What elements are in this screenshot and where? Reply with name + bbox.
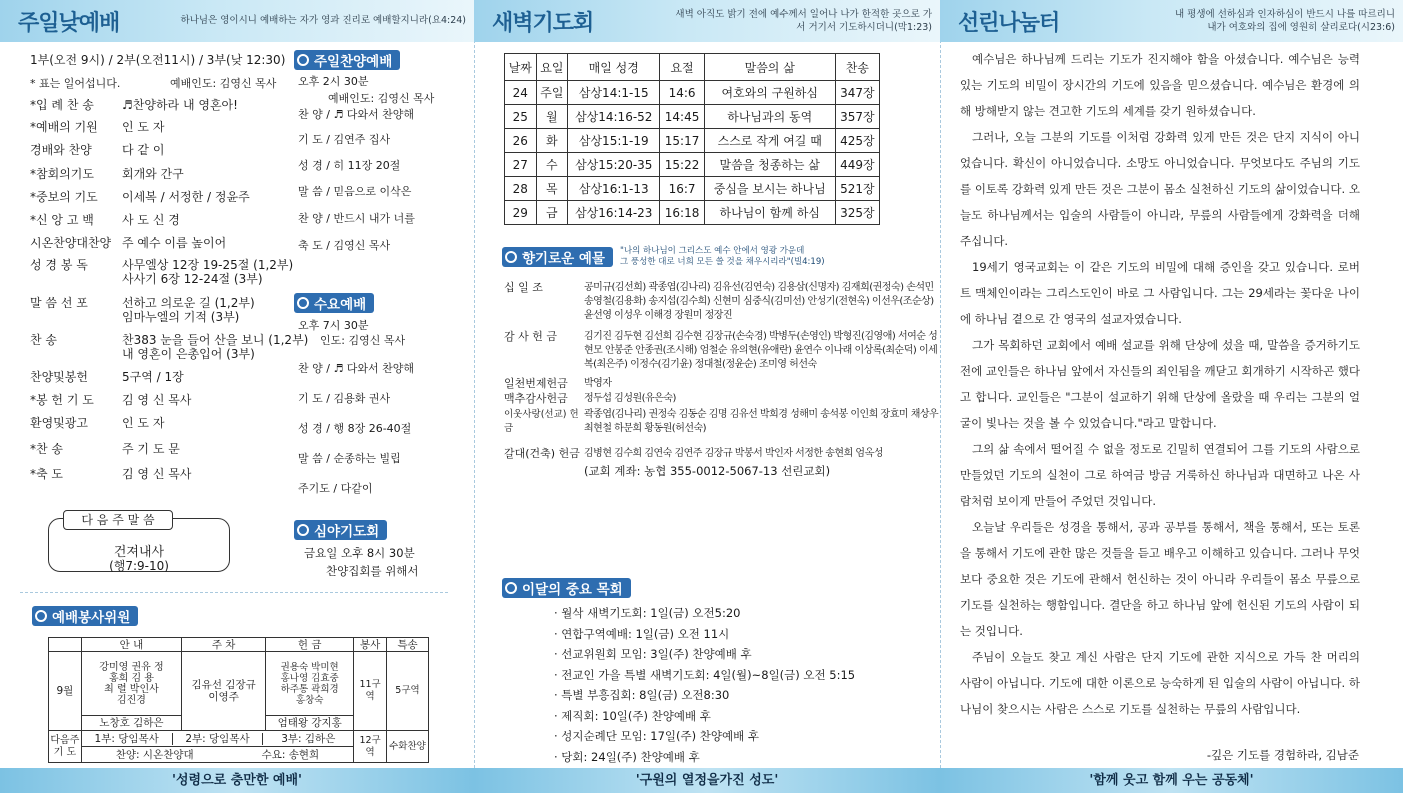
event-item: · 특별 부흥집회: 8일(금) 오전8:30 — [554, 688, 730, 702]
dawn-prayer-panel — [474, 0, 940, 793]
table-cell: 수 — [536, 153, 568, 177]
offering-category: 이웃사랑(선교) 헌금 — [504, 409, 579, 434]
table-cell: 여호와의 구원하심 — [704, 81, 835, 105]
table-cell: 목 — [536, 177, 568, 201]
section-divider — [20, 592, 448, 593]
praise-leader: 예배인도: 김영신 목사 — [328, 92, 435, 105]
worship-order-row — [30, 190, 250, 204]
order-value: 선하고 의로운 길 (1,2부) 임마누엘의 기적 (3부) — [122, 296, 255, 324]
header-verse: 하나님은 영이시니 예배하는 자가 영과 진리로 예배할지니라(요4:24) — [180, 15, 466, 26]
circle-icon — [505, 582, 517, 594]
table-cell: 25 — [505, 105, 537, 129]
wednesday-leader: 인도: 김영신 목사 — [320, 334, 406, 347]
worship-order-row — [30, 416, 164, 430]
praise-item: 말 씀 / 믿음으로 이삭은 — [298, 185, 412, 198]
offering-category: 십 일 조 — [504, 281, 543, 294]
event-item: · 성지순례단 모임: 17일(주) 찬양예배 후 — [554, 729, 759, 743]
volunteers-badge: 예배봉사위원 — [32, 606, 138, 626]
table-cell: 월 — [536, 105, 568, 129]
panel-footer: '함께 웃고 함께 우는 공동체' — [940, 768, 1403, 793]
essay-paragraph: 그러나, 오늘 그분의 기도를 이처럼 강화력 있게 만든 것은 단지 지식이 아니었습니다. 확신이 아니었습니다. 소망도 아니었습니다. 무엇보다도 주님의 기도를 이토록 강화력 있게 만든 것은 그분이 몸소 실천하신 기도의 삶이었습니다. 오늘도 하나님께서는 입술의 사람들이 아니라, 무릎의 사람들에게 강화력을 더해 주십니다. — [960, 130, 1360, 248]
order-value: 이세복 / 서정한 / 정윤주 — [122, 190, 250, 204]
table-cell: 14:6 — [660, 81, 704, 105]
offering-row — [504, 408, 940, 436]
table-cell: 삼상15:1-19 — [568, 129, 660, 153]
worship-order-row — [30, 77, 276, 91]
order-value: 김 영 신 목사 — [122, 467, 192, 481]
panel-title: 주일낮예배 — [18, 11, 120, 36]
order-value: 주 예수 이름 높이어 — [122, 236, 227, 250]
worship-order-row — [30, 120, 164, 134]
offering-category: 일천번제헌금 — [504, 377, 568, 390]
order-key: *찬 송 — [30, 442, 63, 456]
order-key: *축 도 — [30, 467, 63, 481]
essay-paragraph: 주님이 오늘도 찾고 계신 사람은 단지 기도에 관한 지식으로 가득 찬 머리의 사람이 아닙니다. 기도에 대한 이론으로 능숙하게 된 입술의 사람이 아닙니다. 하나님이 찾으시는 사람은 스스로 기도를 실천하는 무릎의 사람입니다. — [960, 650, 1360, 716]
order-value: 사무엘상 12장 19-25절 (1,2부) 사사기 6장 12-24절 (3부) — [122, 258, 294, 286]
table-cell: 삼상14:1-15 — [568, 81, 660, 105]
circle-icon — [35, 610, 47, 622]
order-value: ♬찬양하라 내 영혼아! — [122, 98, 238, 112]
offering-row — [504, 392, 676, 406]
next-week-title: 건져내사 — [113, 545, 165, 560]
praise-item: 성 경 / 히 11장 20절 — [298, 159, 401, 172]
wednesday-item: 찬 양 / ♬ 다와서 찬양해 — [298, 362, 415, 375]
panel-title: 선린나눔터 — [958, 11, 1060, 36]
offering-row — [504, 447, 883, 461]
order-key: * 표는 일어섭니다. — [30, 77, 121, 90]
table-cell: 357장 — [835, 105, 879, 129]
volunteers-table: 안 내 주 차 헌 금 봉사 특송 9월 강미영 권유 정 홍희 김 용 최 렬 박인사 김진경 김유선 김장규 이영주 권용숙 박미현 홍나영 김효중 하주통 곽희경 홍창숙 11구역 5구역 노창호 김하은 엄태왕 강지홍 다음주 기 도 1부: 당임목사 2부: 당임목사 3부: 김하은 12구역 수화찬양 찬양: 시온찬양대 수요: 송현희 — [48, 637, 429, 763]
panel-footer: '구원의 열정을가진 성도' — [474, 768, 940, 793]
table-header: 날짜 — [505, 54, 537, 81]
worship-order-row — [30, 393, 191, 407]
table-row — [505, 153, 880, 177]
offering-names: 공미규(김선희) 곽종엽(김나리) 김유선(김연숙) 김용삼(신명자) 김재희(권정숙) 손석민 송영철(김용화) 송지섭(김수희) 신현미 심중식(김미선) 안성기(전현옥) 이선우(조순상) 윤선영 이성우 이해경 장원미 정장진 — [584, 282, 934, 321]
event-item: · 제직회: 10일(주) 찬양예배 후 — [554, 708, 711, 723]
essay-paragraph: 그가 목회하던 교회에서 예배 설교를 위해 단상에 섰을 때, 말씀을 증거하기도 전에 교인들은 하나님 앞에서 자신들의 죄인됨을 깨닫고 회개하기 시작하곤 했다고 합니다. 교인들은 "그분이 설교하기 위해 단상에 올랐을 때 우리는 그분의 얼굴이 빛나는 것을 볼 수 있었습니다."라고 말합니다. — [960, 338, 1361, 430]
header-verse: 새벽 아직도 밝기 전에 예수께서 일어나 나가 한적한 곳으로 가서 거기서 기도하시더니(막1:23) — [675, 9, 932, 33]
table-cell: 화 — [536, 129, 568, 153]
worship-order-row — [30, 167, 184, 181]
circle-icon — [297, 54, 309, 66]
offering-names: 정두섭 김성원(유은숙) — [584, 393, 676, 404]
praise-item: 찬 양 / ♬ 다와서 찬양해 — [298, 108, 415, 121]
night-desc: 찬양집회를 위해서 — [326, 564, 419, 578]
offering-row — [504, 330, 940, 372]
wednesday-item: 말 씀 / 순종하는 빌립 — [298, 452, 401, 465]
header-verse: 내 평생에 선하심과 인자하심이 반드시 나를 따르리니 내가 여호와의 집에 영원히 살리로다(시23:6) — [1174, 9, 1395, 33]
circle-icon — [505, 251, 517, 263]
table-cell: 15:22 — [660, 153, 704, 177]
table-cell: 425장 — [835, 129, 879, 153]
offering-verse: "나의 하나님이 그리스도 예수 안에서 영광 가운데 그 풍성한 대로 너희 모든 쓸 것을 채우시리라"(빌4:19) — [620, 246, 825, 267]
offering-names: 김기진 김두현 김선희 김수현 김장규(손숙경) 박병두(손영인) 박형진(김영애) 서여순 성현모 안봉준 안종권(조시해) 엄철순 유의현(유애란) 윤연수 이나래 이상록(최순덕) 이세복(최은주) 이정수(김기윤) 정대철(정윤순) 조미영 허선숙 — [584, 331, 938, 370]
essay-source: -깊은 기도를 경험하라, 김남준 — [1206, 748, 1359, 762]
table-header: 찬송 — [835, 54, 879, 81]
next-week-ref: (행7:9-10) — [109, 559, 169, 573]
order-key: 경배와 찬양 — [30, 143, 92, 157]
order-key: *중보의 기도 — [30, 190, 98, 204]
table-row — [505, 201, 880, 225]
order-value: 사 도 신 경 — [122, 213, 180, 227]
table-cell: 28 — [505, 177, 537, 201]
table-cell: 말씀을 청종하는 삶 — [704, 153, 835, 177]
panel-title: 새벽기도회 — [492, 11, 594, 36]
order-value: 5구역 / 1장 — [122, 370, 184, 384]
next-week-label: 다 음 주 말 씀 — [63, 510, 173, 530]
church-account: (교회 계좌: 농협 355-0012-5067-13 선린교회) — [584, 464, 831, 478]
order-key: 말 씀 선 포 — [30, 296, 88, 310]
offering-names: 박영자 — [584, 378, 612, 389]
order-key: 시온찬양대찬양 — [30, 236, 112, 250]
sunday-praise-badge: 주일찬양예배 — [294, 50, 400, 70]
table-cell: 521장 — [835, 177, 879, 201]
service-times: 1부(오전 9시) / 2부(오전11시) / 3부(낮 12:30) — [30, 53, 286, 67]
table-header: 요일 — [536, 54, 568, 81]
offering-names: 김병현 김수희 김연숙 김연주 김장규 박봉서 박인자 서정한 송현희 엄옥성 — [584, 448, 883, 459]
wednesday-badge: 수요예배 — [294, 293, 374, 313]
table-cell: 삼상14:16-52 — [568, 105, 660, 129]
table-cell: 449장 — [835, 153, 879, 177]
order-value: 인 도 자 — [122, 416, 165, 430]
event-item: · 당회: 24일(주) 찬양예배 후 — [554, 749, 700, 764]
night-time: 금요일 오후 8시 30분 — [304, 546, 415, 560]
table-cell: 하나님이 함께 하심 — [704, 201, 835, 225]
praise-item: 찬 양 / 반드시 내가 너를 — [298, 212, 415, 225]
event-item: · 전교인 가을 특별 새벽기도회: 4일(월)~8일(금) 오전 5:15 — [554, 667, 856, 682]
event-item: · 월삭 새벽기도회: 1일(금) 오전5:20 — [554, 606, 741, 620]
table-cell: 삼상16:1-13 — [568, 177, 660, 201]
essay-paragraph: 오늘날 우리들은 성경을 통해서, 공과 공부를 통해서, 책을 통해서, 또는 토론을 통해서 기도에 관한 많은 것들을 듣고 배우고 이해하고 있습니다. 그러나 무엇보다 중요한 것은 기도에 관해서 헌신하는 것이 아니라 우리들이 몸소 무릎으로 기도를 실천하는 행함입니다. 결단을 하고 하나님 앞에 헌신된 기도의 사람이 되는 것입니다. — [960, 520, 1360, 638]
order-key: *봉 헌 기 도 — [30, 393, 94, 407]
table-row — [505, 105, 880, 129]
wednesday-item: 주기도 / 다같이 — [298, 482, 373, 495]
table-cell: 16:7 — [660, 177, 704, 201]
offering-names: 곽종엽(김나리) 권정숙 김동순 김명 김유선 박희경 성해미 송석봉 이인희 장효미 채상우 최현철 하문희 황동원(허선숙) — [584, 409, 939, 434]
offering-category: 맥추감사헌금 — [504, 392, 568, 405]
night-prayer-badge: 심야기도회 — [294, 520, 387, 540]
table-row — [505, 177, 880, 201]
order-key: *신 앙 고 백 — [30, 213, 94, 227]
wednesday-time: 오후 7시 30분 — [298, 319, 369, 332]
table-header: 매일 성경 — [568, 54, 660, 81]
order-value: 인 도 자 — [122, 120, 165, 134]
praise-item: 기 도 / 김연주 집사 — [298, 133, 391, 146]
table-cell: 27 — [505, 153, 537, 177]
table-cell: 325장 — [835, 201, 879, 225]
wednesday-item: 성 경 / 행 8장 26-40절 — [298, 422, 412, 435]
table-cell: 16:18 — [660, 201, 704, 225]
worship-order-row — [30, 333, 308, 361]
events-badge: 이달의 중요 목회 — [502, 578, 631, 598]
offering-row — [504, 377, 611, 391]
order-value: 김 영 신 목사 — [122, 393, 192, 407]
table-cell: 29 — [505, 201, 537, 225]
order-value: 주 기 도 문 — [122, 442, 180, 456]
worship-order-row — [30, 236, 226, 250]
event-item: · 선교위원회 모임: 3일(주) 찬양예배 후 — [554, 647, 752, 661]
essay-body — [960, 46, 1360, 722]
order-key: 환영및광고 — [30, 416, 88, 430]
table-cell: 26 — [505, 129, 537, 153]
panel-header — [0, 0, 474, 42]
event-item: · 연합구역예배: 1일(금) 오전 11시 — [554, 626, 730, 641]
panel-header — [940, 0, 1403, 42]
order-key: *참회의기도 — [30, 167, 94, 181]
table-cell: 금 — [536, 201, 568, 225]
circle-icon — [297, 297, 309, 309]
order-value: 다 같 이 — [122, 143, 165, 157]
order-key: 찬양및봉헌 — [30, 370, 88, 384]
table-cell: 14:45 — [660, 105, 704, 129]
praise-item: 축 도 / 김영신 목사 — [298, 239, 391, 252]
panel-footer: '성령으로 충만한 예배' — [0, 768, 474, 793]
order-value: 회개와 간구 — [122, 167, 184, 181]
table-cell: 15:17 — [660, 129, 704, 153]
wednesday-item: 기 도 / 김용화 권사 — [298, 392, 391, 405]
sunday-worship-panel — [0, 0, 474, 793]
worship-order-row — [30, 98, 238, 112]
table-row — [505, 129, 880, 153]
table-cell: 스스로 작게 여길 때 — [704, 129, 835, 153]
offering-badge: 향기로운 예물 — [502, 247, 613, 267]
worship-order-row — [30, 442, 180, 456]
table-cell: 삼상16:14-23 — [568, 201, 660, 225]
offering-category: 갈대(건축) 헌금 — [504, 447, 580, 460]
worship-order-row — [30, 213, 180, 227]
worship-order-row — [30, 467, 191, 481]
table-cell: 24 — [505, 81, 537, 105]
order-key: *예배의 기원 — [30, 120, 98, 134]
next-week-box — [48, 513, 230, 573]
sharing-panel — [940, 0, 1403, 793]
offering-category: 감 사 헌 금 — [504, 330, 557, 343]
worship-order-row — [30, 143, 164, 157]
table-cell: 중심을 보시는 하나님 — [704, 177, 835, 201]
panel-header — [474, 0, 940, 42]
order-value: 예배인도: 김영신 목사 — [170, 77, 277, 90]
table-cell: 347장 — [835, 81, 879, 105]
worship-order-row — [30, 258, 293, 286]
praise-time: 오후 2시 30분 — [298, 75, 369, 88]
table-cell: 주일 — [536, 81, 568, 105]
essay-paragraph: 예수님은 하나님께 드리는 기도가 진지해야 함을 아셨습니다. 예수님은 능력 있는 기도의 비밀이 장시간의 기도에 있음을 믿으셨습니다. 예수님은 환경에 의해 방해받지 않는 견고한 기도의 세계를 갖기 원하셨습니다. — [960, 52, 1360, 118]
offering-row — [504, 281, 940, 323]
order-key: 찬 송 — [30, 333, 57, 347]
worship-order-row — [30, 296, 255, 324]
table-header: 말씀의 삶 — [704, 54, 835, 81]
essay-paragraph: 그의 삶 속에서 떨어질 수 없을 정도로 긴밀히 연결되어 그를 기도의 사람으로 만들었던 기도의 실천이 그로 하여금 방금 거룩하신 하나님과 대면하고 나온 사람처럼 보이게 만들어 주었던 것입니다. — [960, 442, 1360, 508]
order-key: 성 경 봉 독 — [30, 258, 88, 272]
worship-order-row — [30, 370, 184, 384]
dawn-bible-table — [504, 53, 880, 225]
order-key: *입 례 찬 송 — [30, 98, 94, 112]
table-cell: 하나님과의 동역 — [704, 105, 835, 129]
essay-paragraph: 19세기 영국교회는 이 같은 기도의 비밀에 대해 증인을 갖고 있습니다. 로버트 맥체인이라는 그리스도인이 바로 그 사람입니다. 그는 29세라는 꽃다운 나이에 하나님 곁으로 간 영국의 설교자였습니다. — [960, 260, 1360, 326]
table-row — [505, 81, 880, 105]
table-header: 요절 — [660, 54, 704, 81]
table-cell: 삼상15:20-35 — [568, 153, 660, 177]
circle-icon — [297, 524, 309, 536]
order-value: 찬383 눈을 들어 산을 보니 (1,2부) 내 영혼이 은총입어 (3부) — [122, 333, 309, 361]
